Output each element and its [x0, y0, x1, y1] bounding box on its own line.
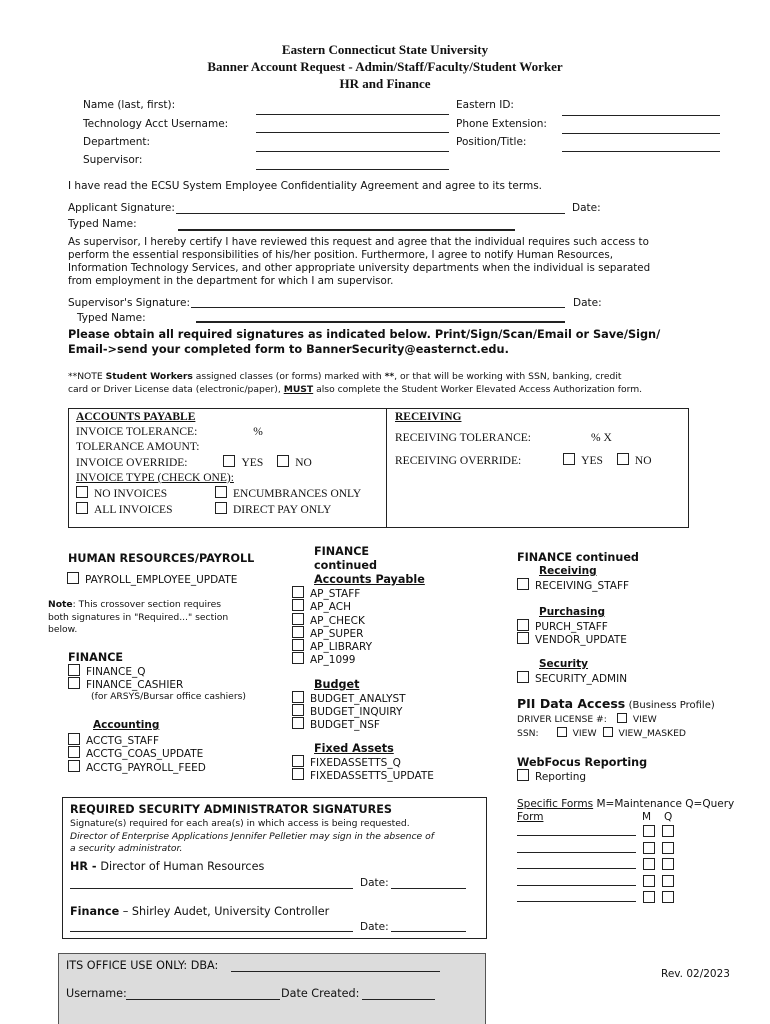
- query-checkbox[interactable]: [662, 891, 674, 903]
- vendor-update-label: VENDOR_UPDATE: [535, 634, 627, 646]
- receiving-tolerance-row: [395, 431, 685, 446]
- sig-instruction-line: Signature(s) required for each area(s) in which access is being requested.: [70, 818, 410, 829]
- finance-continued-title-2: continued: [314, 559, 377, 572]
- supervisor-signature-label: Supervisor's Signature:: [68, 297, 190, 309]
- query-checkbox[interactable]: [662, 842, 674, 854]
- accounting-title: Accounting: [93, 719, 160, 731]
- note-bold: **: [384, 371, 395, 382]
- ap-super-checkbox[interactable]: [292, 626, 304, 638]
- override-yes-checkbox[interactable]: [223, 455, 235, 467]
- note-text: assigned classes (or forms) marked with: [192, 371, 385, 382]
- budget-nsf-checkbox[interactable]: [292, 717, 304, 729]
- sig-instruction-line: a security administrator.: [70, 843, 183, 854]
- instructions: [68, 327, 660, 357]
- hr-bold: HR -: [70, 860, 101, 873]
- cert-line: Information Technology Services, and other appropriate university departments when the individual is separated: [68, 262, 651, 274]
- fixedassetts-q-label: FIXEDASSETTS_Q: [310, 757, 401, 769]
- applicant-signature-label: Applicant Signature:: [68, 202, 175, 214]
- ap-1099-item: [292, 652, 356, 667]
- ap-staff-checkbox[interactable]: [292, 586, 304, 598]
- cert-line: As supervisor, I hereby certify I have reviewed this request and agree that the individual requires such access to: [68, 236, 649, 248]
- ssn-row: [517, 727, 686, 740]
- fixed-assets-title: Fixed Assets: [314, 742, 394, 755]
- pii-subtitle: (Business Profile): [628, 700, 715, 711]
- no-label: NO: [634, 455, 652, 467]
- receiving-box-title: RECEIVING: [395, 411, 462, 423]
- hr-payroll-title: HUMAN RESOURCES/PAYROLL: [68, 552, 255, 565]
- name-label: Name (last, first):: [83, 99, 176, 111]
- percent-x: % X: [590, 432, 612, 444]
- applicant-date-label: Date:: [572, 202, 601, 214]
- university-title: Eastern Connecticut State University: [281, 42, 489, 57]
- its-username-label: Username:: [66, 987, 127, 1000]
- budget-nsf-label: BUDGET_NSF: [310, 719, 380, 731]
- all-invoices-checkbox[interactable]: [76, 502, 88, 514]
- receiving-tolerance-label: RECEIVING TOLERANCE:: [395, 432, 531, 444]
- receiving-override-row: [395, 453, 685, 469]
- required-signatures-title: REQUIRED SECURITY ADMINISTRATOR SIGNATURES: [70, 803, 392, 816]
- finance-continued-title-3: FINANCE continued: [517, 551, 639, 564]
- ap-staff-label: AP_STAFF: [310, 588, 361, 600]
- finance-signature-heading: [70, 905, 329, 918]
- receiving-staff-item: [517, 578, 629, 593]
- invoice-tolerance-row: [76, 425, 361, 440]
- supervisor-label: Supervisor:: [83, 154, 143, 166]
- vendor-update-checkbox[interactable]: [517, 632, 529, 644]
- tolerance-amount-label: TOLERANCE AMOUNT:: [76, 441, 200, 453]
- fixedassetts-q-checkbox[interactable]: [292, 755, 304, 767]
- yes-label: YES: [581, 455, 603, 467]
- security-admin-label: SECURITY_ADMIN: [535, 673, 628, 685]
- finance-bold: Finance: [70, 905, 120, 918]
- note-text: below.: [48, 624, 78, 635]
- instruction-line: Please obtain all required signatures as indicated below. Print/Sign/Scan/Email or Save/Sign/: [68, 328, 661, 341]
- its-date-created-label: Date Created:: [281, 987, 360, 1000]
- specific-form-field[interactable]: [517, 835, 636, 836]
- encumbrances-checkbox[interactable]: [215, 486, 227, 498]
- its-dba-field[interactable]: [231, 971, 440, 972]
- form-title: Banner Account Request - Admin/Staff/Faculty/Student Worker: [207, 59, 563, 74]
- fixedassetts-update-checkbox[interactable]: [292, 768, 304, 780]
- finance-date-field[interactable]: [391, 931, 466, 932]
- position-label: Position/Title:: [456, 136, 527, 148]
- ap-1099-label: AP_1099: [310, 654, 356, 666]
- budget-analyst-label: BUDGET_ANALYST: [310, 693, 406, 705]
- its-username-field[interactable]: [126, 999, 280, 1000]
- ap-check-label: AP_CHECK: [310, 615, 365, 627]
- acctg-coas-update-item: [68, 746, 203, 761]
- confidentiality-statement: I have read the ECSU System Employee Confidentiality Agreement and agree to its terms.: [68, 180, 543, 192]
- direct-pay-checkbox[interactable]: [215, 502, 227, 514]
- no-invoices-label: NO INVOICES: [94, 488, 168, 500]
- hr-date-field[interactable]: [391, 888, 466, 889]
- receiving-yes-checkbox[interactable]: [563, 453, 575, 465]
- crossover-note: [48, 599, 228, 637]
- position-field[interactable]: [562, 151, 720, 152]
- purch-staff-label: PURCH_STAFF: [535, 621, 608, 633]
- invoice-type-row-2: [76, 502, 361, 518]
- note-bold: Note: [48, 599, 73, 610]
- revision-label: Rev. 02/2023: [661, 968, 730, 980]
- view-label: VIEW: [572, 728, 597, 739]
- all-invoices-label: ALL INVOICES: [94, 504, 173, 516]
- specific-form-field[interactable]: [517, 901, 636, 902]
- acctg-payroll-feed-item: [68, 760, 206, 775]
- specific-form-field[interactable]: [517, 852, 636, 853]
- webfocus-title: WebFocus Reporting: [517, 756, 648, 769]
- acctg-staff-checkbox[interactable]: [68, 733, 80, 745]
- username-field[interactable]: [256, 132, 449, 133]
- reporting-item: [517, 769, 586, 784]
- payroll-employee-update-label: PAYROLL_EMPLOYEE_UPDATE: [85, 574, 238, 586]
- vendor-update-item: [517, 632, 627, 647]
- department-label: Department:: [83, 136, 151, 148]
- ap-box-title: ACCOUNTS PAYABLE: [76, 411, 196, 423]
- budget-title: Budget: [314, 678, 360, 691]
- specific-forms-title: Specific Forms: [517, 798, 594, 810]
- reporting-label: Reporting: [535, 771, 587, 783]
- ap-1099-checkbox[interactable]: [292, 652, 304, 664]
- encumbrances-label: ENCUMBRANCES ONLY: [233, 488, 362, 500]
- budget-nsf-item: [292, 717, 380, 732]
- ssn-view-checkbox[interactable]: [557, 727, 567, 737]
- ap-ach-item: [292, 599, 351, 614]
- view-masked-label: VIEW_MASKED: [618, 728, 686, 739]
- receiving-staff-checkbox[interactable]: [517, 578, 529, 590]
- pii-title: PII Data Access: [517, 696, 626, 711]
- username-label: Technology Acct Username:: [83, 118, 229, 130]
- query-checkbox[interactable]: [662, 875, 674, 887]
- dl-view-checkbox[interactable]: [617, 713, 627, 723]
- invoice-type-row-1: [76, 486, 361, 502]
- student-worker-note: [68, 370, 642, 396]
- acctg-payroll-feed-checkbox[interactable]: [68, 760, 80, 772]
- invoice-tolerance-label: INVOICE TOLERANCE:: [76, 426, 198, 438]
- controller-label: – Shirley Audet, University Controller: [119, 905, 330, 918]
- finance-signature-field[interactable]: [70, 931, 353, 932]
- security-admin-checkbox[interactable]: [517, 671, 529, 683]
- ap-check-checkbox[interactable]: [292, 613, 304, 625]
- note-prefix: **NOTE: [68, 371, 106, 382]
- applicant-typed-name-label: Typed Name:: [68, 218, 137, 230]
- ssn-view-masked-checkbox[interactable]: [603, 727, 613, 737]
- hr-director-label: Director of Human Resources: [100, 860, 265, 873]
- note-text: card or Driver License data (electronic/paper),: [68, 384, 284, 395]
- fixedassetts-update-item: [292, 768, 434, 783]
- supervisor-date-label: Date:: [573, 297, 602, 309]
- m-column-header: M: [642, 811, 652, 823]
- ap-library-label: AP_LIBRARY: [310, 641, 373, 653]
- form-column-header: Form: [517, 811, 544, 823]
- eastern-id-label: Eastern ID:: [456, 99, 514, 111]
- payroll-employee-update-checkbox[interactable]: [67, 572, 79, 584]
- acctg-coas-update-label: ACCTG_COAS_UPDATE: [86, 748, 204, 760]
- supervisor-field[interactable]: [256, 169, 449, 170]
- supervisor-typed-name-label: Typed Name:: [77, 312, 146, 324]
- fixedassetts-update-label: FIXEDASSETTS_UPDATE: [310, 770, 434, 782]
- supervisor-signature-field[interactable]: [191, 307, 565, 308]
- note-text: both signatures in "Required..." section: [48, 611, 229, 623]
- pii-heading: [517, 697, 715, 712]
- driver-license-label: DRIVER LICENSE #:: [517, 714, 607, 725]
- acctg-staff-label: ACCTG_STAFF: [86, 735, 159, 747]
- acctg-payroll-feed-label: ACCTG_PAYROLL_FEED: [86, 762, 206, 774]
- note-must: MUST: [283, 384, 314, 395]
- view-label: VIEW: [632, 714, 657, 725]
- receiving-staff-label: RECEIVING_STAFF: [535, 580, 630, 592]
- maintenance-checkbox[interactable]: [643, 842, 655, 854]
- specific-forms-legend: M=Maintenance Q=Query: [593, 798, 735, 810]
- finance-q-checkbox[interactable]: [68, 664, 80, 676]
- receiving-section: [395, 410, 685, 469]
- maintenance-checkbox[interactable]: [643, 891, 655, 903]
- cashier-note: (for ARSYS/Bursar office cashiers): [91, 691, 246, 702]
- accounts-payable-title: Accounts Payable: [314, 573, 425, 586]
- direct-pay-label: DIRECT PAY ONLY: [233, 504, 332, 516]
- no-label: NO: [295, 457, 312, 469]
- receiving-title: Receiving: [539, 565, 597, 577]
- invoice-override-row: [76, 455, 361, 471]
- percent-sign: %: [253, 426, 263, 438]
- budget-analyst-checkbox[interactable]: [292, 691, 304, 703]
- acctg-coas-update-checkbox[interactable]: [68, 746, 80, 758]
- invoice-type-label: INVOICE TYPE (CHECK ONE):: [76, 472, 234, 484]
- applicant-typed-name-field[interactable]: [178, 229, 515, 231]
- note-text: also complete the Student Worker Elevated Access Authorization form.: [313, 384, 643, 395]
- cert-line: perform the essential responsibilities of his/her position. Furthermore, I agree to notify Human Resources,: [68, 249, 614, 261]
- receiving-override-label: RECEIVING OVERRIDE:: [395, 455, 522, 467]
- form-subtitle: HR and Finance: [339, 76, 431, 91]
- maintenance-checkbox[interactable]: [643, 858, 655, 870]
- yes-label: YES: [241, 457, 264, 469]
- budget-inquiry-checkbox[interactable]: [292, 704, 304, 716]
- instruction-line: Email->send your completed form to BannerSecurity@easternct.edu.: [68, 343, 509, 356]
- its-date-created-field[interactable]: [362, 999, 435, 1000]
- cert-line: from employment in the department for which I am supervisor.: [68, 275, 394, 287]
- note-text: : This crossover section requires: [72, 599, 222, 610]
- required-signatures-instructions: [70, 818, 434, 856]
- supervisor-typed-name-field[interactable]: [196, 321, 565, 323]
- its-dba-label: ITS OFFICE USE ONLY: DBA:: [66, 959, 219, 972]
- note-bold: Student Workers: [105, 371, 193, 382]
- query-checkbox[interactable]: [662, 825, 674, 837]
- accounts-payable-section: [76, 410, 361, 518]
- supervisor-certification: [68, 236, 650, 288]
- sig-instruction-line: Director of Enterprise Applications Jennifer Pelletier may sign in the absence of: [70, 830, 434, 842]
- note-text: , or that will be working with SSN, banking, credit: [394, 371, 622, 382]
- receiving-no-checkbox[interactable]: [617, 453, 629, 465]
- security-admin-item: [517, 671, 627, 686]
- finance-cashier-label: FINANCE_CASHIER: [86, 679, 184, 691]
- ap-ach-checkbox[interactable]: [292, 599, 304, 611]
- eastern-id-field[interactable]: [562, 115, 720, 116]
- budget-inquiry-label: BUDGET_INQUIRY: [310, 706, 403, 718]
- purch-staff-checkbox[interactable]: [517, 619, 529, 631]
- phone-field[interactable]: [562, 133, 720, 134]
- name-field[interactable]: [256, 114, 449, 115]
- finance-title: FINANCE: [68, 651, 124, 664]
- finance-q-label: FINANCE_Q: [86, 666, 146, 678]
- ssn-label: SSN:: [517, 728, 539, 739]
- phone-label: Phone Extension:: [456, 118, 547, 130]
- payroll-employee-update-item: [67, 572, 237, 587]
- security-title: Security: [539, 658, 589, 670]
- ap-library-checkbox[interactable]: [292, 639, 304, 651]
- query-checkbox[interactable]: [662, 858, 674, 870]
- hr-signature-heading: [70, 860, 264, 873]
- applicant-signature-field[interactable]: [176, 213, 565, 214]
- ap-super-label: AP_SUPER: [310, 628, 364, 640]
- finance-cashier-checkbox[interactable]: [68, 677, 80, 689]
- no-invoices-checkbox[interactable]: [76, 486, 88, 498]
- specific-form-field[interactable]: [517, 885, 636, 886]
- maintenance-checkbox[interactable]: [643, 875, 655, 887]
- reporting-checkbox[interactable]: [517, 769, 529, 781]
- hr-signature-field[interactable]: [70, 888, 353, 889]
- specific-forms-heading: [517, 798, 734, 811]
- finance-continued-title-1: FINANCE: [314, 545, 370, 558]
- purchasing-title: Purchasing: [539, 606, 605, 618]
- finance-date-label: Date:: [360, 921, 389, 933]
- ap-ach-label: AP_ACH: [310, 601, 351, 613]
- q-column-header: Q: [664, 811, 673, 823]
- maintenance-checkbox[interactable]: [643, 825, 655, 837]
- invoice-override-label: INVOICE OVERRIDE:: [76, 457, 188, 469]
- hr-date-label: Date:: [360, 877, 389, 889]
- specific-form-field[interactable]: [517, 868, 636, 869]
- override-no-checkbox[interactable]: [277, 455, 289, 467]
- driver-license-row: [517, 713, 657, 726]
- department-field[interactable]: [256, 151, 449, 152]
